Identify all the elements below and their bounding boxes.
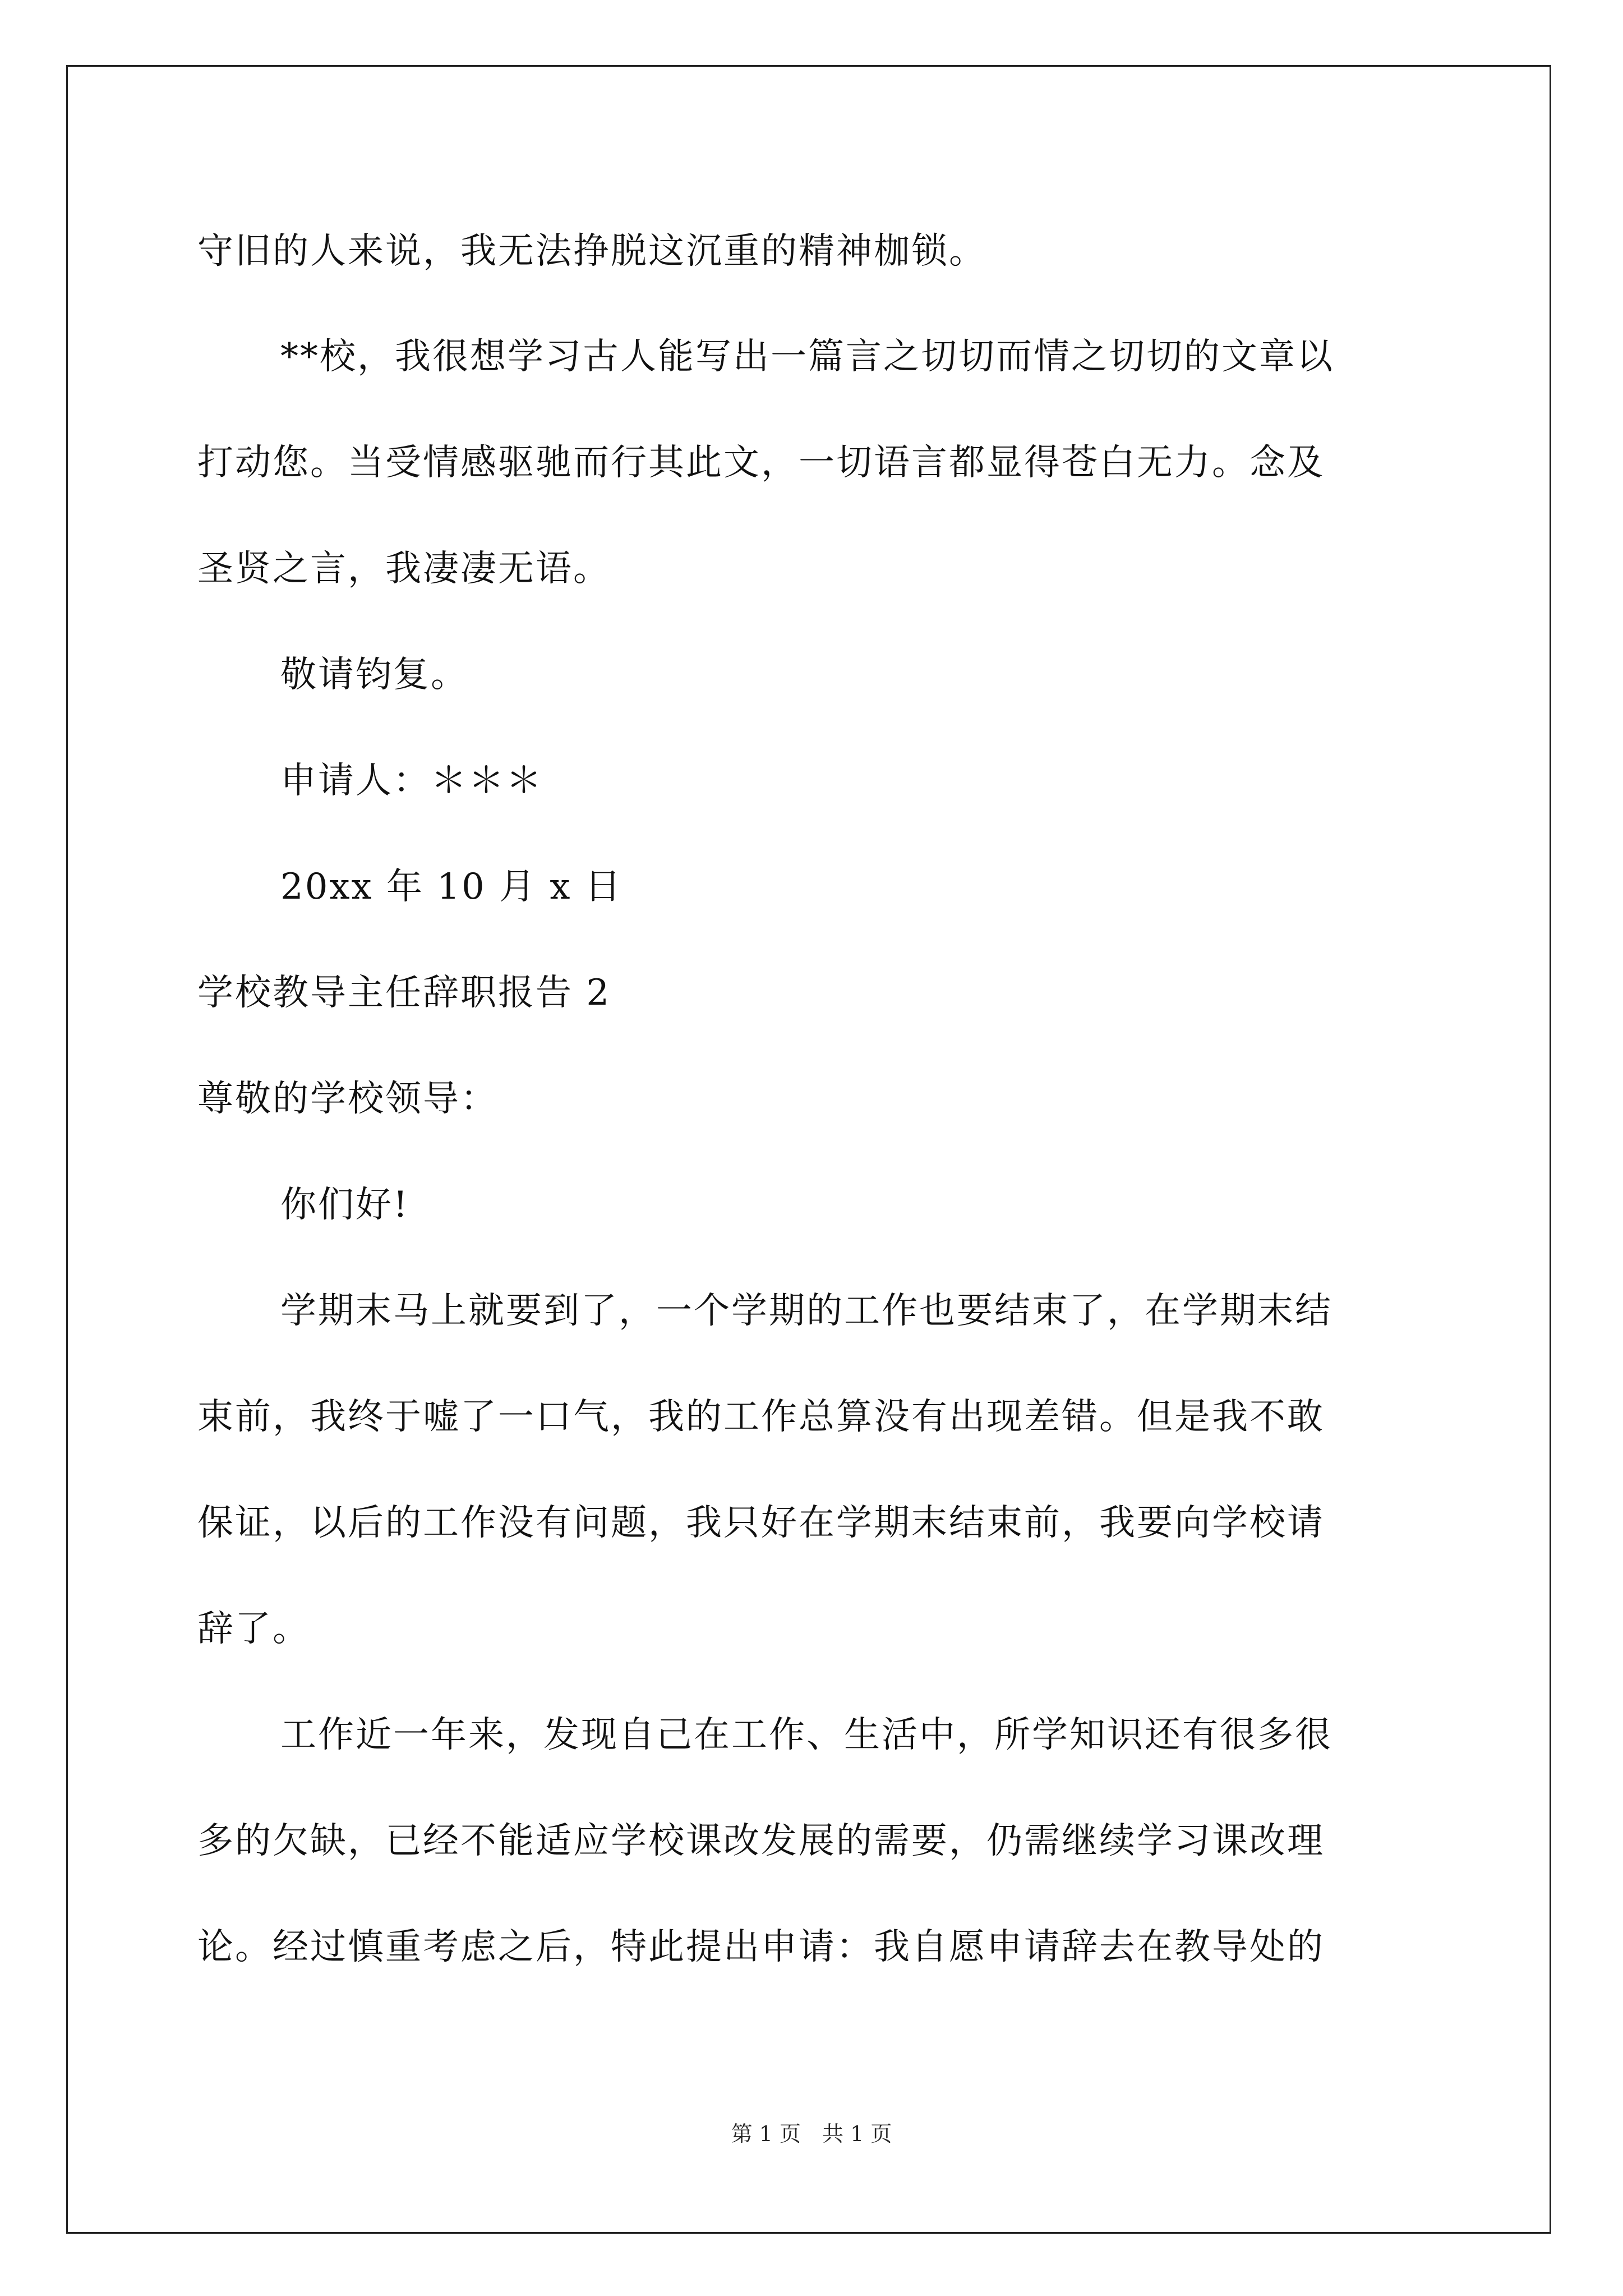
section-title: 学校教导主任辞职报告 2 [197,972,611,1014]
closing-line: 敬请钧复。 [280,654,468,696]
paragraph-line: 工作近一年来，发现自己在工作、生活中，所学知识还有很多很 [280,1714,1332,1756]
paragraph-line: 守旧的人来说，我无法挣脱这沉重的精神枷锁。 [197,231,986,272]
paragraph-line: 保证，以后的工作没有问题，我只好在学期末结束前，我要向学校请 [197,1502,1325,1544]
paragraph-line: 论。经过慎重考虑之后，特此提出申请：我自愿申请辞去在教导处的 [197,1926,1325,1968]
paragraph-line: 多的欠缺，已经不能适应学校课改发展的需要，仍需继续学习课改理 [197,1820,1325,1862]
paragraph-line: 学期末马上就要到了，一个学期的工作也要结束了，在学期末结 [280,1290,1332,1332]
greeting: 你们好! [280,1184,409,1226]
paragraph-line: **校，我很想学习古人能写出一篇言之切切而情之切切的文章以 [280,336,1334,378]
page-border [66,65,1551,2234]
date-line: 20xx 年 10 月 x 日 [280,866,623,908]
paragraph-line: 圣贤之言，我凄凄无语。 [197,548,611,590]
applicant-line: 申请人：＊＊＊ [280,760,543,802]
paragraph-line: 打动您。当受情感驱驰而行其此文，一切语言都显得苍白无力。念及 [197,442,1325,484]
salutation: 尊敬的学校领导： [197,1078,498,1120]
paragraph-line: 辞了。 [197,1608,310,1650]
paragraph-line: 束前，我终于嘘了一口气，我的工作总算没有出现差错。但是我不敢 [197,1396,1325,1438]
page-footer: 第 1 页 共 1 页 [731,2122,892,2146]
